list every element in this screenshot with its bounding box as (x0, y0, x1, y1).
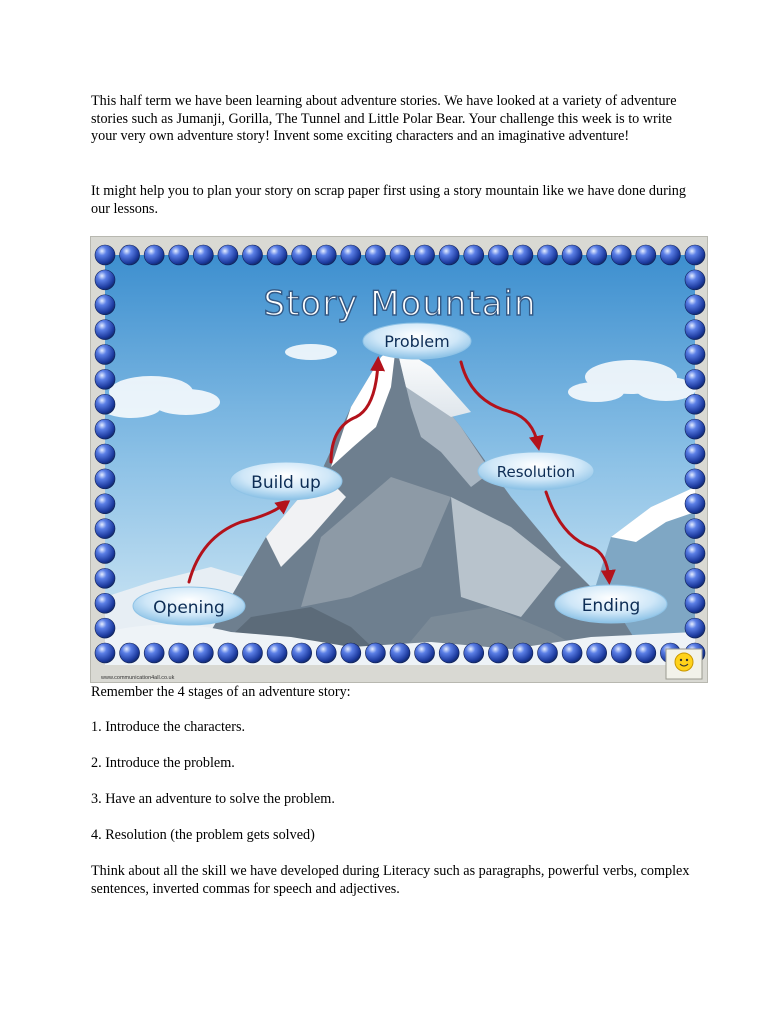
frame-bead (390, 643, 410, 663)
frame-bead (292, 245, 312, 265)
frame-bead (685, 494, 705, 514)
frame-bead (218, 245, 238, 265)
frame-bead (587, 643, 607, 663)
frame-bead (390, 245, 410, 265)
frame-bead (636, 643, 656, 663)
stage-item-3: 3. Have an adventure to solve the problem. (91, 791, 335, 807)
frame-bead (144, 643, 164, 663)
frame-bead (685, 270, 705, 290)
stage-item-1: 1. Introduce the characters. (91, 719, 246, 735)
frame-bead (95, 544, 115, 564)
frame-bead (685, 469, 705, 489)
stages-intro: Remember the 4 stages of an adventure story: (91, 684, 351, 700)
frame-bead (685, 320, 705, 340)
frame-bead (611, 245, 631, 265)
frame-bead (95, 444, 115, 464)
frame-bead (144, 245, 164, 265)
frame-bead (95, 618, 115, 638)
frame-bead (415, 643, 435, 663)
stage-item-2: 2. Introduce the problem. (91, 755, 235, 771)
skills-paragraph: Think about all the skill we have developed during Literacy such as paragraphs, powerful verbs, complex sentences, inverted commas for speech and adjectives. (91, 863, 690, 897)
frame-bead (193, 245, 213, 265)
frame-bead (267, 245, 287, 265)
frame-bead (685, 369, 705, 389)
frame-bead (95, 643, 115, 663)
frame-bead (267, 643, 287, 663)
frame-bead (292, 643, 312, 663)
frame-bead (685, 394, 705, 414)
frame-bead (488, 643, 508, 663)
frame-bead (538, 245, 558, 265)
frame-bead (243, 643, 263, 663)
frame-bead (464, 245, 484, 265)
frame-bead (685, 544, 705, 564)
frame-bead (513, 245, 533, 265)
stage-ending (555, 585, 667, 623)
frame-bead (341, 245, 361, 265)
stage-resolution-label: Resolution (496, 463, 576, 481)
frame-bead (193, 643, 213, 663)
stage-item-4: 4. Resolution (the problem gets solved) (91, 827, 315, 843)
stage-resolution (478, 452, 594, 490)
poster-title: Story Mountain (263, 284, 537, 324)
frame-bead (685, 444, 705, 464)
frame-bead (95, 245, 115, 265)
frame-bead (316, 245, 336, 265)
frame-bead (685, 568, 705, 588)
frame-bead (95, 593, 115, 613)
frame-bead (95, 394, 115, 414)
stage-ending-label: Ending (581, 596, 641, 616)
stage-opening-label: Opening (153, 598, 225, 618)
frame-bead (95, 270, 115, 290)
stage-build-up-label: Build up (251, 473, 321, 493)
frame-bead (611, 643, 631, 663)
smiley-logo (666, 649, 702, 679)
frame-bead (95, 519, 115, 539)
frame-bead (120, 643, 140, 663)
frame-bead (562, 245, 582, 265)
frame-bead (636, 245, 656, 265)
frame-bead (439, 643, 459, 663)
frame-bead (365, 245, 385, 265)
frame-bead (415, 245, 435, 265)
frame-bead (218, 643, 238, 663)
frame-bead (120, 245, 140, 265)
frame-bead (685, 295, 705, 315)
frame-bead (95, 469, 115, 489)
frame-bead (95, 345, 115, 365)
frame-bead (95, 295, 115, 315)
frame-bead (95, 320, 115, 340)
frame-bead (685, 519, 705, 539)
story-mountain-poster (90, 236, 708, 683)
frame-bead (341, 643, 361, 663)
stage-build-up (230, 462, 342, 500)
frame-bead (488, 245, 508, 265)
frame-bead (95, 369, 115, 389)
stage-problem-label: Problem (384, 332, 450, 351)
frame-bead (243, 245, 263, 265)
frame-bead (464, 643, 484, 663)
frame-bead (95, 494, 115, 514)
frame-bead (562, 643, 582, 663)
frame-bead (95, 419, 115, 439)
frame-bead (685, 593, 705, 613)
frame-bead (513, 643, 533, 663)
plan-paragraph: It might help you to plan your story on scrap paper first using a story mountain like we have done during our lessons. (91, 183, 686, 217)
frame-bead (169, 245, 189, 265)
smiley-icon (675, 653, 693, 671)
stage-opening (133, 587, 245, 625)
frame-bead (95, 568, 115, 588)
stage-problem (363, 323, 471, 359)
frame-bead (685, 245, 705, 265)
intro-paragraph: This half term we have been learning about adventure stories. We have looked at a variety of adventure stories such as Jumanji, Gorilla, The Tunnel and Little Polar Bear. Your challenge this week is to write your very own adventure story! Invent some exciting characters and an imaginative adventure! (91, 93, 677, 144)
frame-bead (365, 643, 385, 663)
frame-bead (685, 345, 705, 365)
frame-bead (685, 419, 705, 439)
frame-bead (169, 643, 189, 663)
frame-bead (660, 245, 680, 265)
frame-bead (538, 643, 558, 663)
frame-bead (685, 618, 705, 638)
poster-footer-url: www.communication4all.co.uk (101, 675, 175, 681)
frame-bead (316, 643, 336, 663)
frame-bead (587, 245, 607, 265)
frame-bead (439, 245, 459, 265)
